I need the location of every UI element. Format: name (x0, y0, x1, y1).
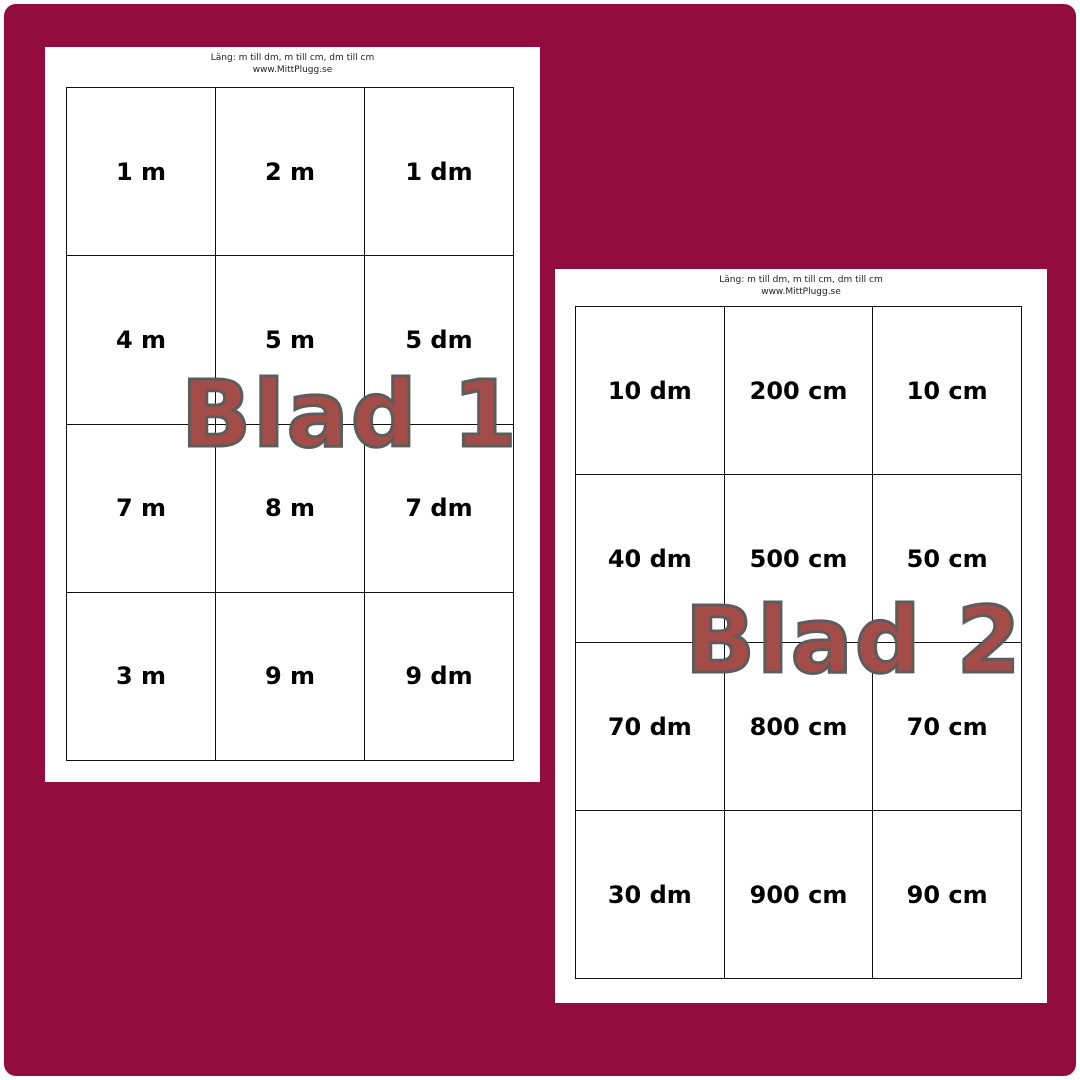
sheet-header (555, 274, 1047, 298)
worksheet-blad-1 (45, 47, 540, 782)
sheet-header (45, 52, 540, 76)
card-cell: 70 cm (873, 643, 1022, 811)
card-cell: 7 dm (365, 425, 514, 593)
card-cell: 7 m (67, 425, 216, 593)
card-cell: 5 dm (365, 256, 514, 424)
worksheet-blad-2 (555, 269, 1047, 1003)
card-cell: 900 cm (725, 811, 874, 979)
card-cell: 30 dm (576, 811, 725, 979)
card-cell: 70 dm (576, 643, 725, 811)
card-cell: 2 m (216, 88, 365, 256)
card-cell: 200 cm (725, 307, 874, 475)
card-cell: 9 dm (365, 593, 514, 761)
card-cell: 3 m (67, 593, 216, 761)
card-cell: 8 m (216, 425, 365, 593)
sheet-website: www.MittPlugg.se (252, 65, 333, 75)
card-cell: 10 dm (576, 307, 725, 475)
card-grid (575, 306, 1022, 979)
card-cell: 500 cm (725, 475, 874, 643)
card-grid (66, 87, 514, 761)
sheet-title: Läng: m till dm, m till cm, dm till cm (719, 275, 883, 285)
card-cell: 10 cm (873, 307, 1022, 475)
card-cell: 800 cm (725, 643, 874, 811)
card-cell: 1 dm (365, 88, 514, 256)
sheet-title: Läng: m till dm, m till cm, dm till cm (210, 53, 375, 63)
background-frame (4, 4, 1076, 1076)
card-cell: 1 m (67, 88, 216, 256)
card-cell: 90 cm (873, 811, 1022, 979)
sheet-label-overlay: Blad 2 (685, 587, 1023, 694)
sheet-label-overlay: Blad 1 (181, 361, 519, 468)
sheet-website: www.MittPlugg.se (761, 287, 841, 297)
card-cell: 4 m (67, 256, 216, 424)
card-cell: 5 m (216, 256, 365, 424)
card-cell: 9 m (216, 593, 365, 761)
card-cell: 40 dm (576, 475, 725, 643)
card-cell: 50 cm (873, 475, 1022, 643)
